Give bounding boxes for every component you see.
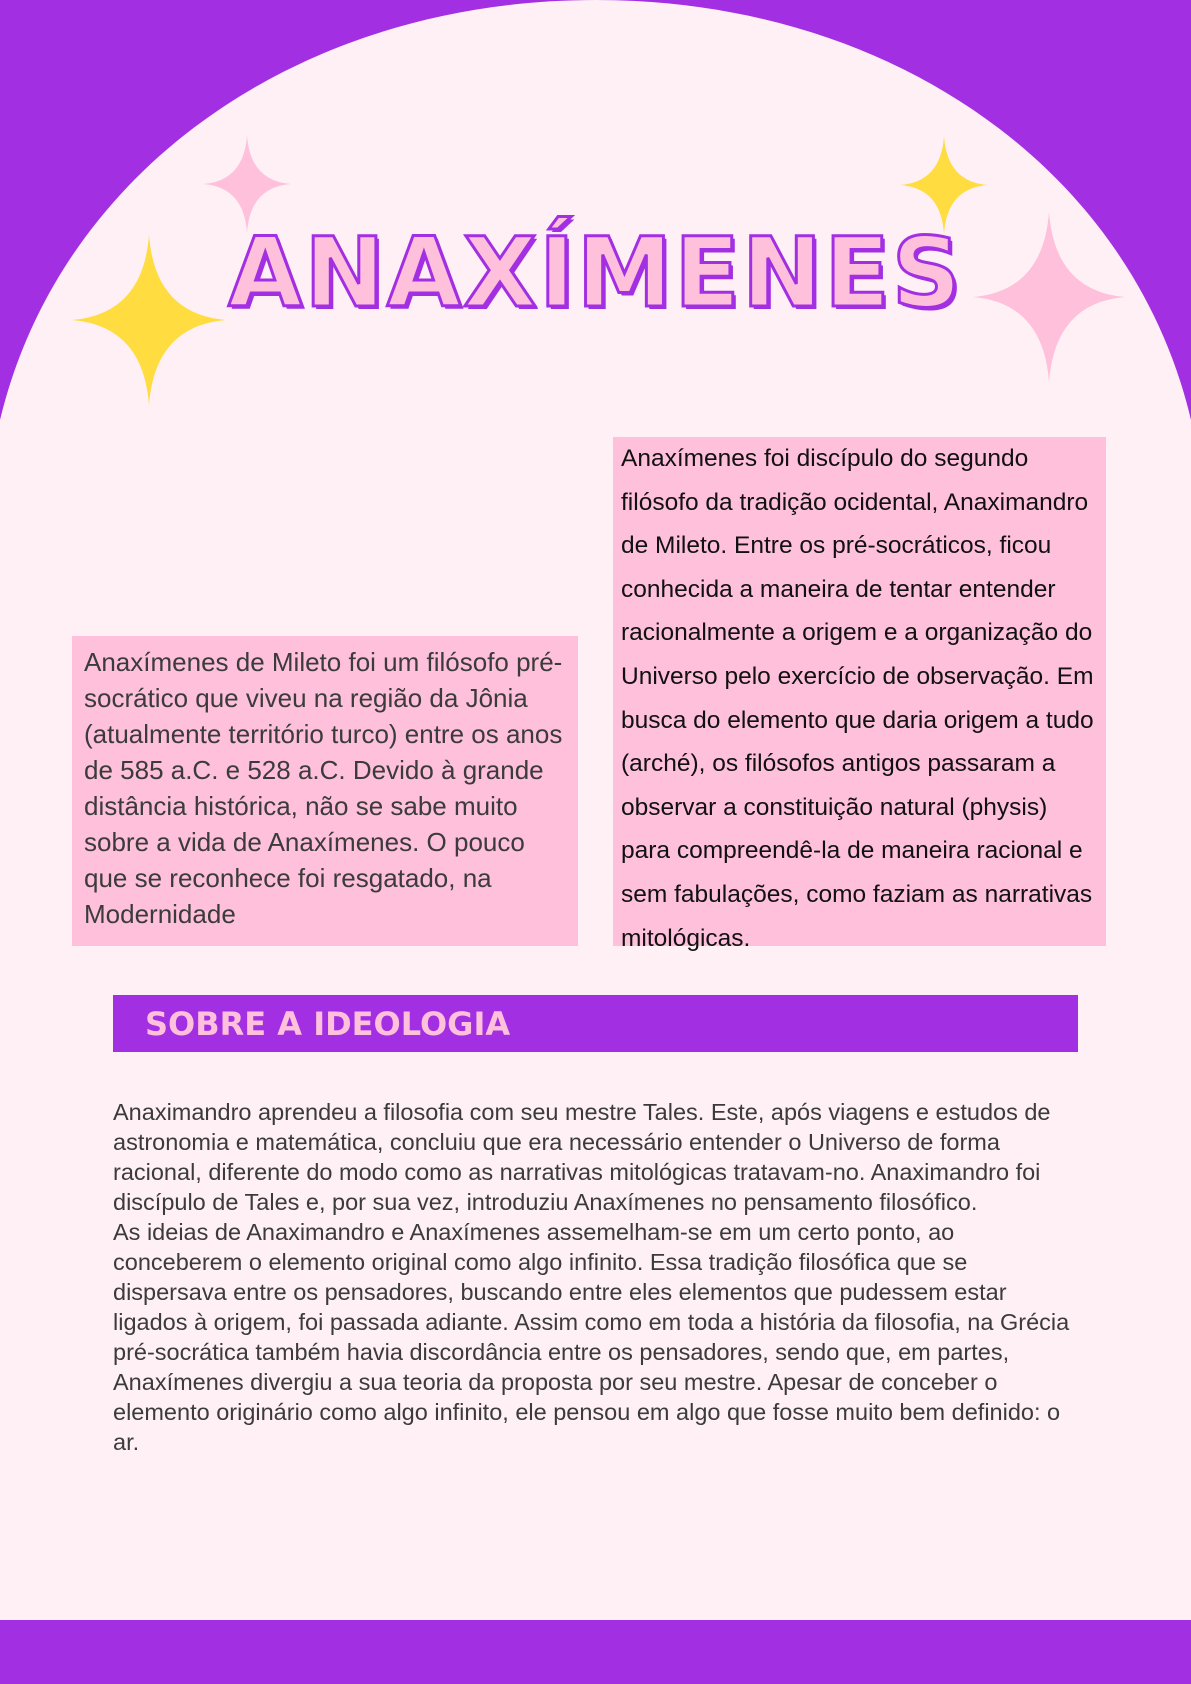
footer-band xyxy=(0,1620,1191,1684)
section-heading-bar xyxy=(113,995,1078,1052)
section-heading: SOBRE A IDEOLOGIA xyxy=(145,1005,511,1043)
body-paragraph: As ideias de Anaximandro e Anaxímenes assemelham-se em um certo ponto, ao conceberem o elemento original como algo infinito. Essa tradição filosófica que se dispersava entre os pensadores, buscando entre eles elementos que pudessem estar ligados à origem, foi passada adiante. Assim como em toda a história da filosofia, na Grécia pré-socrática também havia discordância entre os pensadores, sendo que, em partes, Anaxímenes divergiu a sua teoria da proposta por seu mestre. Apesar de conceber o elemento originário como algo infinito, ele pensou em algo que fosse muito bem definido: o ar. xyxy=(113,1219,1070,1455)
intro-left-text: Anaxímenes de Mileto foi um filósofo pré-socrático que viveu na região da Jônia (atualmente território turco) entre os anos de 585 a.C. e 528 a.C. Devido à grande distância histórica, não se sabe muito sobre a vida de Anaxímenes. O pouco que se reconhece foi resgatado, na Modernidade xyxy=(72,636,578,946)
intro-right-text: Anaxímenes foi discípulo do segundo filósofo da tradição ocidental, Anaximandro de Mileto. Entre os pré-socráticos, ficou conhecida a maneira de tentar entender racionalmente a origem e a organização do Universo pelo exercício de observação. Em busca do elemento que daria origem a tudo (arché), os filósofos antigos passaram a observar a constituição natural (physis) para compreendê-la de maneira racional e sem fabulações, como faziam as narrativas mitológicas. xyxy=(613,437,1106,946)
page-title: ANAXÍMENES xyxy=(228,217,963,329)
body-paragraph: Anaximandro aprendeu a filosofia com seu mestre Tales. Este, após viagens e estudos de astronomia e matemática, concluiu que era necessário entender o Universo de forma racional, diferente do modo como as narrativas mitológicas tratavam-no. Anaximandro foi discípulo de Tales e, por sua vez, introduziu Anaxímenes no pensamento filosófico. xyxy=(113,1099,1051,1215)
section-body xyxy=(113,1097,1085,1457)
